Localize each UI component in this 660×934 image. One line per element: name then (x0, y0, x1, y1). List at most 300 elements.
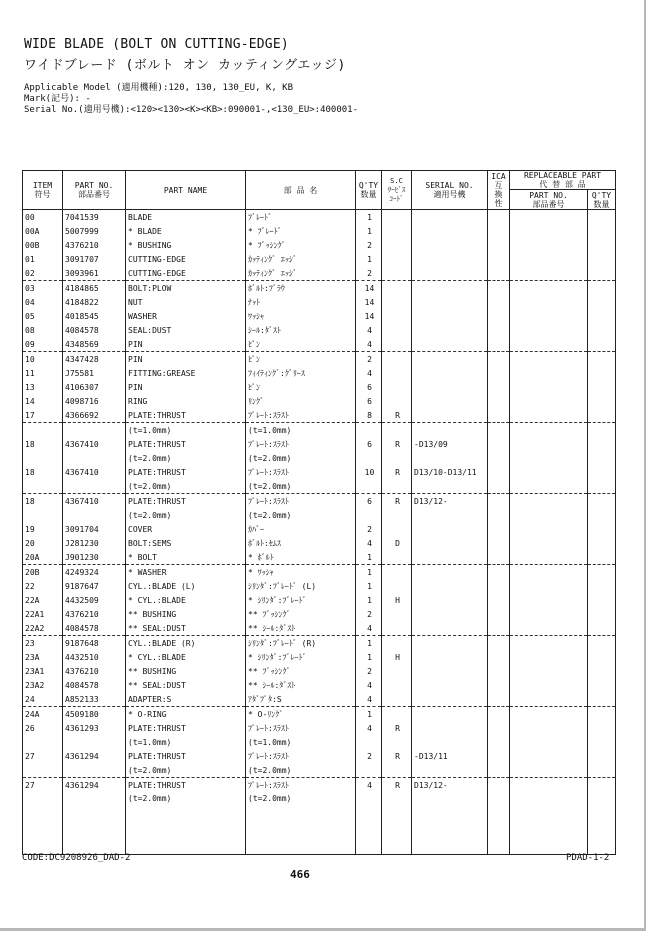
service-code-cell: R (382, 494, 412, 509)
ica-cell (488, 664, 510, 678)
part-name-cell: (t=1.0mm) (126, 423, 246, 438)
col-header-qty: Q'TY 数量 (356, 171, 382, 210)
service-code-cell (382, 550, 412, 565)
repl-qty-cell (588, 565, 616, 580)
qty-cell: 8 (356, 408, 382, 423)
part-no-cell: 4376210 (63, 238, 126, 252)
buhin-mei-cell: ﾜｯｼｬ (246, 309, 356, 323)
part-no-cell: 4367410 (63, 494, 126, 509)
repl-part-no-cell (510, 437, 588, 451)
ica-cell (488, 721, 510, 735)
qty-cell: 2 (356, 266, 382, 281)
item-cell: 20A (23, 550, 63, 565)
part-name-cell: (t=1.0mm) (126, 735, 246, 749)
buhin-mei-cell: ｼﾘﾝﾀﾞ:ﾌﾞﾚｰﾄﾞ (R) (246, 636, 356, 651)
item-cell (23, 763, 63, 778)
item-cell: 23A (23, 650, 63, 664)
ica-cell (488, 678, 510, 692)
part-no-cell: J281230 (63, 536, 126, 550)
service-code-cell: D (382, 536, 412, 550)
qty-cell: 1 (356, 565, 382, 580)
item-cell: 27 (23, 778, 63, 793)
part-name-cell: CUTTING-EDGE (126, 266, 246, 281)
parts-table (22, 170, 616, 855)
ica-cell (488, 210, 510, 225)
qty-cell (356, 735, 382, 749)
repl-part-no-cell (510, 281, 588, 296)
part-no-cell (63, 451, 126, 465)
table-row (23, 479, 616, 494)
repl-qty-cell (588, 707, 616, 722)
service-code-cell (382, 366, 412, 380)
buhin-mei-cell: ｶｯﾃｨﾝｸﾞ ｴｯｼﾞ (246, 266, 356, 281)
qty-cell: 4 (356, 621, 382, 636)
part-name-cell: (t=2.0mm) (126, 763, 246, 778)
part-name-cell: (t=2.0mm) (126, 792, 246, 855)
part-no-cell: 4347428 (63, 352, 126, 367)
buhin-mei-cell: ﾅｯﾄ (246, 295, 356, 309)
part-no-cell: 5007999 (63, 224, 126, 238)
repl-part-no-cell (510, 465, 588, 479)
parts-table-body (23, 210, 616, 855)
buhin-mei-cell: (t=2.0mm) (246, 479, 356, 494)
part-name-cell: PLATE:THRUST (126, 408, 246, 423)
buhin-mei-cell: ﾌﾟﾚｰﾄ:ｽﾗｽﾄ (246, 408, 356, 423)
serial-no-cell (412, 408, 488, 423)
buhin-mei-cell: ｼｰﾙ:ﾀﾞｽﾄ (246, 323, 356, 337)
buhin-mei-cell: ** ﾌﾞｯｼﾝｸﾞ (246, 664, 356, 678)
buhin-mei-cell: ﾎﾞﾙﾄ:ｾﾑｽ (246, 536, 356, 550)
serial-no-cell: D13/10-D13/11 (412, 465, 488, 479)
buhin-mei-cell: (t=2.0mm) (246, 508, 356, 522)
service-code-cell (382, 309, 412, 323)
repl-qty-cell (588, 778, 616, 793)
table-row (23, 494, 616, 509)
repl-qty-cell (588, 508, 616, 522)
qty-cell (356, 792, 382, 855)
part-no-cell: 3091707 (63, 252, 126, 266)
part-name-cell: CUTTING-EDGE (126, 252, 246, 266)
col-header-buhin-mei: 部 品 名 (246, 171, 356, 210)
buhin-mei-cell: ﾋﾟﾝ (246, 380, 356, 394)
buhin-mei-cell: ﾌﾟﾚｰﾄ:ｽﾗｽﾄ (246, 437, 356, 451)
repl-part-no-cell (510, 650, 588, 664)
service-code-cell: H (382, 650, 412, 664)
buhin-mei-cell: * ﾌﾞｯｼﾝｸﾞ (246, 238, 356, 252)
part-name-cell: PIN (126, 380, 246, 394)
table-row (23, 664, 616, 678)
table-row (23, 792, 616, 855)
part-name-cell: (t=2.0mm) (126, 479, 246, 494)
table-row (23, 721, 616, 735)
repl-qty-cell (588, 792, 616, 855)
applicable-model: Applicable Model (適用機種):120, 130, 130_EU, K, KB (24, 83, 293, 93)
part-name-cell: ** BUSHING (126, 607, 246, 621)
item-cell: 22 (23, 579, 63, 593)
part-no-cell: 4084578 (63, 678, 126, 692)
serial-no-cell (412, 607, 488, 621)
repl-qty-cell (588, 224, 616, 238)
serial-no-cell: D13/12- (412, 494, 488, 509)
part-name-cell: * BLADE (126, 224, 246, 238)
buhin-mei-cell: ﾌﾟﾚｰﾄ:ｽﾗｽﾄ (246, 778, 356, 793)
item-cell: 00B (23, 238, 63, 252)
repl-part-no-cell (510, 522, 588, 536)
buhin-mei-cell: ﾌﾟﾚｰﾄ:ｽﾗｽﾄ (246, 721, 356, 735)
repl-qty-cell (588, 238, 616, 252)
service-code-cell (382, 238, 412, 252)
buhin-mei-cell: ** ﾌﾞｯｼﾝｸﾞ (246, 607, 356, 621)
repl-part-no-cell (510, 494, 588, 509)
buhin-mei-cell: (t=2.0mm) (246, 763, 356, 778)
serial-no-cell (412, 266, 488, 281)
part-name-cell: * O-RING (126, 707, 246, 722)
table-row (23, 423, 616, 438)
table-row (23, 707, 616, 722)
part-no-cell: 4361294 (63, 749, 126, 763)
service-code-cell (382, 451, 412, 465)
ica-cell (488, 565, 510, 580)
buhin-mei-cell: ﾋﾟﾝ (246, 352, 356, 367)
part-no-cell: 4018545 (63, 309, 126, 323)
serial-no-cell (412, 352, 488, 367)
table-row (23, 352, 616, 367)
ica-cell (488, 352, 510, 367)
serial-no-cell (412, 707, 488, 722)
item-cell: 26 (23, 721, 63, 735)
repl-qty-cell (588, 621, 616, 636)
serial-no-cell (412, 692, 488, 707)
item-cell: 27 (23, 749, 63, 763)
buhin-mei-cell: * ﾜｯｼｬ (246, 565, 356, 580)
table-row (23, 678, 616, 692)
repl-part-no-cell (510, 763, 588, 778)
serial-no-cell (412, 636, 488, 651)
serial-no-cell (412, 238, 488, 252)
repl-part-no-cell (510, 352, 588, 367)
repl-part-no-cell (510, 210, 588, 225)
serial-no-cell (412, 565, 488, 580)
ica-cell (488, 479, 510, 494)
table-row (23, 763, 616, 778)
part-name-cell: * BUSHING (126, 238, 246, 252)
qty-cell: 4 (356, 337, 382, 352)
qty-cell: 6 (356, 380, 382, 394)
ica-cell (488, 792, 510, 855)
ica-cell (488, 607, 510, 621)
ica-cell (488, 252, 510, 266)
service-code-cell (382, 281, 412, 296)
item-cell: 20 (23, 536, 63, 550)
repl-part-no-cell (510, 309, 588, 323)
repl-qty-cell (588, 735, 616, 749)
repl-qty-cell (588, 763, 616, 778)
ica-cell (488, 508, 510, 522)
buhin-mei-cell: ﾌﾟﾚｰﾄ:ｽﾗｽﾄ (246, 749, 356, 763)
ica-cell (488, 579, 510, 593)
table-row (23, 337, 616, 352)
serial-no-cell (412, 423, 488, 438)
table-row (23, 437, 616, 451)
item-cell: 08 (23, 323, 63, 337)
buhin-mei-cell: (t=2.0mm) (246, 451, 356, 465)
ica-cell (488, 295, 510, 309)
serial-no-cell: -D13/09 (412, 437, 488, 451)
item-cell (23, 423, 63, 438)
qty-cell (356, 479, 382, 494)
title-english: WIDE BLADE (BOLT ON CUTTING-EDGE) (24, 37, 289, 52)
repl-qty-cell (588, 352, 616, 367)
ica-cell (488, 621, 510, 636)
buhin-mei-cell: * ﾎﾞﾙﾄ (246, 550, 356, 565)
part-no-cell: 4432509 (63, 593, 126, 607)
repl-part-no-cell (510, 749, 588, 763)
qty-cell: 1 (356, 252, 382, 266)
part-name-cell: PIN (126, 352, 246, 367)
repl-qty-cell (588, 536, 616, 550)
repl-part-no-cell (510, 593, 588, 607)
repl-qty-cell (588, 550, 616, 565)
qty-cell: 1 (356, 650, 382, 664)
item-cell: 14 (23, 394, 63, 408)
service-code-cell (382, 707, 412, 722)
part-name-cell: PLATE:THRUST (126, 721, 246, 735)
table-row (23, 309, 616, 323)
item-cell: 22A (23, 593, 63, 607)
qty-cell: 14 (356, 281, 382, 296)
service-code-cell (382, 380, 412, 394)
service-code-cell (382, 479, 412, 494)
serial-no-cell (412, 621, 488, 636)
repl-part-no-cell (510, 565, 588, 580)
serial-no-cell (412, 323, 488, 337)
part-name-cell: FITTING:GREASE (126, 366, 246, 380)
ica-cell (488, 707, 510, 722)
qty-cell: 1 (356, 593, 382, 607)
serial-no-cell (412, 721, 488, 735)
service-code-cell (382, 579, 412, 593)
table-row (23, 550, 616, 565)
qty-cell: 4 (356, 692, 382, 707)
ica-cell (488, 778, 510, 793)
repl-qty-cell (588, 323, 616, 337)
buhin-mei-cell: ｼﾘﾝﾀﾞ:ﾌﾞﾚｰﾄﾞ (L) (246, 579, 356, 593)
qty-cell (356, 508, 382, 522)
repl-part-no-cell (510, 337, 588, 352)
item-cell: 02 (23, 266, 63, 281)
repl-qty-cell (588, 210, 616, 225)
service-code-cell (382, 224, 412, 238)
serial-no-cell: D13/12- (412, 778, 488, 793)
serial-no-cell (412, 479, 488, 494)
table-row (23, 593, 616, 607)
part-no-cell: 4084578 (63, 323, 126, 337)
service-code-cell: R (382, 465, 412, 479)
serial-no-cell (412, 252, 488, 266)
repl-part-no-cell (510, 394, 588, 408)
ica-cell (488, 337, 510, 352)
serial-no-cell (412, 508, 488, 522)
part-no-cell: 4348569 (63, 337, 126, 352)
item-cell: 23A2 (23, 678, 63, 692)
qty-cell: 1 (356, 224, 382, 238)
item-cell: 03 (23, 281, 63, 296)
serial-no-cell (412, 366, 488, 380)
repl-part-no-cell (510, 692, 588, 707)
part-name-cell: CYL.:BLADE (L) (126, 579, 246, 593)
repl-part-no-cell (510, 778, 588, 793)
service-code-cell: R (382, 408, 412, 423)
part-name-cell: PLATE:THRUST (126, 749, 246, 763)
repl-qty-cell (588, 650, 616, 664)
service-code-cell (382, 636, 412, 651)
ica-cell (488, 224, 510, 238)
table-row (23, 238, 616, 252)
qty-cell: 4 (356, 778, 382, 793)
col-header-part-name: PART NAME (126, 171, 246, 210)
qty-cell: 2 (356, 749, 382, 763)
ica-cell (488, 380, 510, 394)
ica-cell (488, 650, 510, 664)
repl-part-no-cell (510, 550, 588, 565)
col-header-service-code: S.C ｻｰﾋﾞｽ ｺｰﾄﾞ (382, 171, 412, 210)
item-cell (23, 792, 63, 855)
part-no-cell: 4432510 (63, 650, 126, 664)
qty-cell (356, 763, 382, 778)
table-row (23, 636, 616, 651)
item-cell (23, 479, 63, 494)
repl-qty-cell (588, 309, 616, 323)
service-code-cell (382, 678, 412, 692)
buhin-mei-cell: * ｼﾘﾝﾀﾞ:ﾌﾞﾚｰﾄﾞ (246, 650, 356, 664)
table-row (23, 380, 616, 394)
qty-cell: 4 (356, 721, 382, 735)
buhin-mei-cell: ﾌﾞﾚｰﾄﾞ (246, 210, 356, 225)
part-no-cell (63, 508, 126, 522)
col-header-part-no: PART NO. 部品番号 (63, 171, 126, 210)
item-cell: 19 (23, 522, 63, 536)
qty-cell: 6 (356, 494, 382, 509)
repl-part-no-cell (510, 266, 588, 281)
part-no-cell: 4376210 (63, 664, 126, 678)
qty-cell: 1 (356, 550, 382, 565)
buhin-mei-cell: (t=1.0mm) (246, 735, 356, 749)
buhin-mei-cell: * ﾌﾞﾚｰﾄﾞ (246, 224, 356, 238)
table-row (23, 621, 616, 636)
repl-part-no-cell (510, 636, 588, 651)
part-no-cell: J901230 (63, 550, 126, 565)
repl-qty-cell (588, 295, 616, 309)
page-number: 466 (290, 868, 310, 881)
table-row (23, 735, 616, 749)
buhin-mei-cell: * ｼﾘﾝﾀﾞ:ﾌﾞﾚｰﾄﾞ (246, 593, 356, 607)
part-name-cell: * WASHER (126, 565, 246, 580)
repl-qty-cell (588, 252, 616, 266)
ica-cell (488, 408, 510, 423)
serial-no-cell (412, 337, 488, 352)
table-row (23, 565, 616, 580)
repl-part-no-cell (510, 479, 588, 494)
table-row (23, 579, 616, 593)
table-row (23, 266, 616, 281)
table-row (23, 224, 616, 238)
repl-part-no-cell (510, 380, 588, 394)
ica-cell (488, 281, 510, 296)
serial-number-line: Serial No.(適用号機):<120><130><K><KB>:090001-,<130_EU>:400001- (24, 105, 359, 115)
repl-part-no-cell (510, 792, 588, 855)
part-no-cell: 4366692 (63, 408, 126, 423)
ica-cell (488, 522, 510, 536)
serial-no-cell (412, 763, 488, 778)
part-name-cell: PLATE:THRUST (126, 494, 246, 509)
repl-part-no-cell (510, 664, 588, 678)
repl-qty-cell (588, 749, 616, 763)
repl-qty-cell (588, 479, 616, 494)
part-name-cell: PLATE:THRUST (126, 437, 246, 451)
part-no-cell: A852133 (63, 692, 126, 707)
qty-cell: 10 (356, 465, 382, 479)
service-code-cell: R (382, 437, 412, 451)
table-row (23, 465, 616, 479)
col-header-repl-qty: Q'TY 数量 (588, 190, 616, 210)
ica-cell (488, 451, 510, 465)
item-cell: 17 (23, 408, 63, 423)
item-cell (23, 508, 63, 522)
item-cell: 23A1 (23, 664, 63, 678)
part-no-cell: 4098716 (63, 394, 126, 408)
repl-qty-cell (588, 636, 616, 651)
qty-cell: 2 (356, 352, 382, 367)
service-code-cell (382, 323, 412, 337)
part-name-cell: * CYL.:BLADE (126, 593, 246, 607)
table-row (23, 408, 616, 423)
serial-no-cell (412, 281, 488, 296)
ica-cell (488, 550, 510, 565)
repl-part-no-cell (510, 621, 588, 636)
repl-qty-cell (588, 678, 616, 692)
repl-qty-cell (588, 266, 616, 281)
buhin-mei-cell: ｶﾊﾞｰ (246, 522, 356, 536)
part-name-cell: RING (126, 394, 246, 408)
part-name-cell: ** SEAL:DUST (126, 621, 246, 636)
service-code-cell (382, 522, 412, 536)
ica-cell (488, 423, 510, 438)
part-no-cell (63, 792, 126, 855)
repl-part-no-cell (510, 508, 588, 522)
repl-qty-cell (588, 664, 616, 678)
part-name-cell: * CYL.:BLADE (126, 650, 246, 664)
service-code-cell (382, 565, 412, 580)
item-cell (23, 735, 63, 749)
item-cell: 18 (23, 465, 63, 479)
part-no-cell: 3091704 (63, 522, 126, 536)
buhin-mei-cell: ﾌﾟﾚｰﾄ:ｽﾗｽﾄ (246, 494, 356, 509)
ica-cell (488, 238, 510, 252)
part-name-cell: CYL.:BLADE (R) (126, 636, 246, 651)
item-cell: 18 (23, 494, 63, 509)
service-code-cell (382, 692, 412, 707)
ica-cell (488, 309, 510, 323)
serial-no-cell (412, 550, 488, 565)
table-row (23, 295, 616, 309)
serial-no-cell (412, 664, 488, 678)
table-row (23, 650, 616, 664)
part-no-cell: 7041539 (63, 210, 126, 225)
buhin-mei-cell: ** ｼｰﾙ:ﾀﾞｽﾄ (246, 621, 356, 636)
serial-no-cell (412, 735, 488, 749)
buhin-mei-cell: ﾘﾝｸﾞ (246, 394, 356, 408)
ica-cell (488, 593, 510, 607)
